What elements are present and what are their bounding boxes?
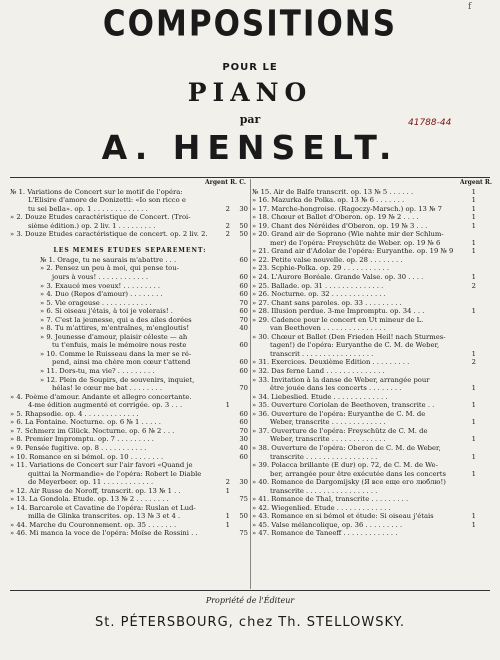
- entry-title: » 39. Polacca brillante (E dur) op. 72, de C. M. de We-: [252, 461, 438, 470]
- catalog-entry: [252, 196, 496, 205]
- entry-title: » 21. Grand air d'Adolar de l'opéra: Euryanthe. op. 19 № 9: [252, 247, 454, 256]
- price-rubles: 1: [471, 520, 476, 529]
- catalog-entry: [252, 470, 496, 479]
- entry-title: » 12. Plein de Soupirs, de souvenirs, inquiet,: [40, 375, 195, 384]
- catalog-entry: [10, 273, 250, 282]
- catalog-entry: [252, 495, 496, 504]
- entry-title: mer) de l'opéra: Freyschütz de Weber. op. 19 № 6: [270, 238, 441, 247]
- entry-title: » 41. Romance de Thal, transcrite . . . . . . . . .: [252, 495, 409, 504]
- catalog-entry: [10, 521, 250, 530]
- price-kopecks: 70: [239, 426, 248, 435]
- entry-title: » 34. Liebeslied. Etude . . . . . . . . . . . . .: [252, 392, 388, 401]
- price-kopecks: 60: [239, 273, 248, 282]
- catalog-entry: [10, 487, 250, 496]
- entry-title: » 13. La Gondola. Etude. op. 13 № 2 . . . . . . . .: [10, 495, 169, 504]
- price-kopecks: 70: [239, 315, 248, 324]
- entry-title: » 40. Romance de Dargomijsky (Я все еще его люблю!): [252, 478, 446, 487]
- price-rubles: 1: [225, 486, 230, 495]
- price-rubles: 1: [471, 187, 476, 196]
- price-rubles: 1: [471, 196, 476, 205]
- catalog-entry: [10, 256, 250, 265]
- catalog-entry: [252, 247, 496, 256]
- catalog-entry: [252, 222, 496, 231]
- price-rubles: 1: [471, 469, 476, 478]
- entry-title: » 24. L'Aurore Boréale. Grande Valse. op. 30 . . . .: [252, 273, 424, 282]
- price-kopecks: 50: [239, 230, 248, 239]
- price-rubles: 1: [471, 238, 476, 247]
- catalog-entry: [10, 418, 250, 427]
- entry-title: » 9. Pensée fugitive. op. 8 . . . . . . . . . . .: [10, 443, 147, 452]
- price-rubles: 2: [225, 204, 230, 213]
- catalog-entry: [252, 504, 496, 513]
- price-rubles: 1: [471, 204, 476, 213]
- entry-title: » 4. Poème d'amour. Andante et allegro concertante.: [10, 392, 192, 401]
- entry-title: Weber, transcrite . . . . . . . . . . . . .: [270, 418, 386, 427]
- catalog-entry: [10, 435, 250, 444]
- entry-title: » 20. Grand air de Soprano (Wie nahte mir der Schlum-: [252, 230, 444, 239]
- price-rubles: 1: [471, 452, 476, 461]
- entry-title: » 43. Romance en si bémol et étude: Si oiseau j'étais: [252, 512, 434, 521]
- price-rubles: 2: [225, 230, 230, 239]
- entry-title: » 16. Mazurka de Polka. op. 13 № 6 . . . . . . .: [252, 196, 405, 205]
- entry-title: » 5. Vie orageuse . . . . . . . . . . . .: [40, 298, 152, 307]
- catalog-entry: [252, 213, 496, 222]
- catalog-entry: [10, 376, 250, 385]
- price-kopecks: 60: [239, 367, 248, 376]
- entry-title: transcrite . . . . . . . . . . . . . . . . .: [270, 452, 378, 461]
- entry-title: tu sei bella». op. 1 . . . . . . . . . . . . .: [28, 204, 148, 213]
- entry-title: » 44. Marche du Couronnement. op. 35 . . . . . . .: [10, 520, 177, 529]
- entry-title: » 10. Romance en si bémol. op. 10 . . . . . . . .: [10, 452, 164, 461]
- entry-title: » 17. Marche-hongroise. (Ragoczy-Marsch.) op. 13 № 7: [252, 204, 442, 213]
- catalog-entry: [10, 410, 250, 419]
- price-kopecks: 30: [239, 435, 248, 444]
- catalog-entry: [252, 367, 496, 376]
- instrument-label: PIANO: [187, 78, 313, 107]
- price-kopecks: 60: [239, 307, 248, 316]
- entry-title: » 12. Air Russe de Noroff, transcrit. op. 13 № 1 . .: [10, 486, 181, 495]
- catalog-entry: [252, 341, 496, 350]
- catalog-entry: [252, 350, 496, 359]
- entry-title: » 11. Variations de Concert sur l'air favori «Quand je: [10, 461, 193, 470]
- entry-title: quittai la Normandie» de l'opéra: Robert le Diable: [28, 469, 202, 478]
- catalog-entry: [252, 264, 496, 273]
- entry-title: être jouée dans les concerts . . . . . . . .: [270, 384, 402, 393]
- price-kopecks: 60: [239, 409, 248, 418]
- catalog-entry: [252, 333, 496, 342]
- catalog-entry: [10, 188, 250, 197]
- price-rubles: 1: [471, 384, 476, 393]
- entry-title: transcrit . . . . . . . . . . . . . . . . .: [270, 349, 374, 358]
- catalog-entry: [10, 205, 250, 214]
- par-label: par: [239, 113, 261, 126]
- catalog-entry: [10, 264, 250, 273]
- catalog-entry: [10, 324, 250, 333]
- entry-title: » 36. Ouverture de l'opéra: Euryanthe de C. M. de: [252, 409, 426, 418]
- entry-title: de Meyerbeer. op. 11 . . . . . . . . . . . .: [28, 478, 154, 487]
- entry-title: » 4. Duo (Repos d'amour) . . . . . . . .: [40, 290, 163, 299]
- price-kopecks: 70: [239, 384, 248, 393]
- catalog-entry: [252, 512, 496, 521]
- catalog-entry: [252, 427, 496, 436]
- catalog-entry: [252, 521, 496, 530]
- catalog-entry: [10, 401, 250, 410]
- price-rubles: 1: [471, 213, 476, 222]
- catalog-entry: [252, 299, 496, 308]
- price-rubles: 1: [471, 512, 476, 521]
- price-kopecks: 60: [239, 418, 248, 427]
- catalog-entry: [10, 341, 250, 350]
- catalog-entry: [252, 316, 496, 325]
- price-rubles: 1: [471, 435, 476, 444]
- catalog-list-right: [252, 188, 496, 538]
- catalog-entry: [252, 384, 496, 393]
- catalog-entry: [10, 196, 250, 205]
- entry-title: » 6. Si oiseau j'étais, à toi je volerais! .: [40, 307, 173, 316]
- entry-title: » 47. Romance de Taneeff . . . . . . . . . . . . .: [252, 529, 398, 538]
- price-kopecks: 60: [239, 341, 248, 350]
- price-rubles: 1: [471, 247, 476, 256]
- entry-title: LES MÊMES ÉTUDES SÉPARÉMENT:: [53, 247, 207, 255]
- entry-title: » 33. Invitation à la danse de Weber, arrangée pour: [252, 375, 430, 384]
- entry-title: pend, ainsi ma chère mon cœur t'attend: [52, 358, 191, 367]
- price-kopecks: 60: [239, 358, 248, 367]
- catalog-entry: [10, 495, 250, 504]
- pour-le-label: POUR LE: [222, 62, 278, 73]
- catalog-entry: [252, 444, 496, 453]
- bottom-rule: [10, 590, 490, 591]
- entry-title: » 7. Schmerz im Glück. Nocturne. op. 6 № 2 . . .: [10, 426, 175, 435]
- entry-title: ber, arrangée pour être exécutée dans les concerts: [270, 469, 446, 478]
- catalog-entry: [252, 487, 496, 496]
- catalog-entry: [252, 324, 496, 333]
- catalog-entry: [252, 435, 496, 444]
- entry-title: van Beethoven . . . . . . . . . . . . . . .: [270, 324, 386, 333]
- entry-title: tu t'enfuis, mais le mémoire nous reste: [52, 341, 187, 350]
- catalog-entry: [252, 401, 496, 410]
- publisher-imprint: St. PÉTERSBOURG, chez Th. STELLOWSKY.: [95, 615, 405, 630]
- page-title: COMPOSITIONS: [102, 3, 398, 45]
- catalog-list-left: [10, 188, 250, 538]
- price-rubles: 1: [471, 221, 476, 230]
- catalog-entry: [10, 299, 250, 308]
- catalog-entry: [10, 478, 250, 487]
- entry-title: » 10. Comme le Ruisseau dans la mer se ré-: [40, 349, 192, 358]
- price-kopecks: 30: [239, 204, 248, 213]
- entry-title: № 1. Orage, tu ne saurais m'abattre . . .: [40, 255, 177, 264]
- entry-title: transcrite . . . . . . . . . . . . . . . . .: [270, 486, 378, 495]
- entry-title: » 32. Das ferne Land . . . . . . . . . . . . . .: [252, 367, 385, 376]
- catalog-entry: [252, 478, 496, 487]
- catalog-entry: [252, 282, 496, 291]
- entry-title: » 29. Cadence pour le concert en Ut mineur de L.: [252, 315, 424, 324]
- price-kopecks: 60: [239, 281, 248, 290]
- catalog-entry: [10, 282, 250, 291]
- entry-title: » 37. Ouverture de l'opéra: Freyschütz de C. M. de: [252, 426, 428, 435]
- entry-title: » 2. Pensez un peu à moi, qui pense tou-: [40, 264, 179, 273]
- catalog-entry: [10, 512, 250, 521]
- column-divider: [250, 179, 251, 589]
- price-rubles: 1: [471, 418, 476, 427]
- price-kopecks: 40: [239, 443, 248, 452]
- catalog-entry: [10, 222, 250, 231]
- catalog-entry: [252, 410, 496, 419]
- catalog-entry: [252, 205, 496, 214]
- catalog-entry: [252, 529, 496, 538]
- catalog-entry: [10, 393, 250, 402]
- price-kopecks: 60: [239, 290, 248, 299]
- entry-title: jours à vous! . . . . . . . . . . . .: [52, 273, 149, 282]
- entry-title: L'Elisire d'amore de Donizetti: «Io son ricco e: [28, 196, 186, 205]
- section-subheading: [10, 247, 250, 256]
- entry-title: » 31. Exercices. Deuxième Edition . . . . . . . . .: [252, 358, 410, 367]
- price-rubles: 1: [471, 349, 476, 358]
- catalog-entry: [10, 384, 250, 393]
- catalog-entry: [252, 393, 496, 402]
- shelf-mark: 41788-44: [408, 118, 452, 128]
- catalog-entry: [252, 256, 496, 265]
- catalog-entry: [10, 427, 250, 436]
- publisher-note: Propriété de l'Éditeur: [205, 596, 295, 605]
- catalog-entry: [252, 188, 496, 197]
- entry-title: » 7. C'est la jeunesse, qui a des ailes dorées: [40, 315, 192, 324]
- catalog-entry: [10, 316, 250, 325]
- price-rubles: 2: [225, 221, 230, 230]
- entry-title: » 8. Premier Impromptu. op. 7 . . . . . . . . .: [10, 435, 154, 444]
- entry-title: » 18. Chœur et Ballet d'Oberon. op. 19 № 2 . . . .: [252, 213, 419, 222]
- entry-title: » 27. Chant sans paroles. op. 33 . . . . . . . . .: [252, 298, 402, 307]
- entry-title: hélas! le cœur me bat . . . . . . . .: [52, 384, 163, 393]
- catalog-entry: [252, 273, 496, 282]
- catalog-entry: [10, 444, 250, 453]
- entry-title: » 9. Jeunesse d'amour, plaisir céleste — ah: [40, 332, 188, 341]
- entry-title: » 28. Illusion perdue. 3-me Impromptu. op. 34 . . .: [252, 307, 425, 316]
- catalog-entry: [10, 333, 250, 342]
- corner-mark: f: [468, 2, 472, 12]
- entry-title: sième édition.) op. 2 liv. 1 . . . . . . . . .: [28, 221, 156, 230]
- price-rubles: 1: [225, 512, 230, 521]
- catalog-entry: [10, 529, 250, 538]
- catalog-entry: [10, 358, 250, 367]
- catalog-entry: [252, 418, 496, 427]
- price-kopecks: 50: [239, 221, 248, 230]
- entry-title: » 30. Chœur et Ballet (Den Frieden Heil! nach Sturmes-: [252, 332, 446, 341]
- entry-title: » 25. Ballade. op. 31 . . . . . . . . . . . . . .: [252, 281, 384, 290]
- entry-title: » 8. Tu m'attires, m'entraînes, m'engloutis!: [40, 324, 190, 333]
- entry-title: » 3. Douze Etudes caractéristique de concert. op. 2 liv. 2.: [10, 230, 208, 239]
- catalog-entry: [10, 239, 250, 248]
- price-kopecks: 75: [239, 495, 248, 504]
- composer-name: A. HENSELT.: [101, 128, 399, 167]
- entry-title: » 11. Dors-tu, ma vie? . . . . . . . . .: [40, 367, 155, 376]
- price-kopecks: 50: [239, 512, 248, 521]
- catalog-entry: [252, 453, 496, 462]
- top-rule: [10, 177, 490, 178]
- catalog-entry: [252, 230, 496, 239]
- entry-title: » 26. Nocturne. op. 32 . . . . . . . . . . . . .: [252, 290, 386, 299]
- catalog-entry: [252, 239, 496, 248]
- catalog-entry: [10, 307, 250, 316]
- price-kopecks: 40: [239, 324, 248, 333]
- price-kopecks: 30: [239, 478, 248, 487]
- column-header: Argent R. C.: [205, 179, 246, 186]
- entry-title: » 5. Rhapsodie. op. 4 . . . . . . . . . . . . .: [10, 409, 139, 418]
- price-rubles: 2: [225, 478, 230, 487]
- entry-title: » 42. Wiegenlied. Etude . . . . . . . . . . . . .: [252, 503, 391, 512]
- catalog-entry: [252, 290, 496, 299]
- catalog-entry: [252, 358, 496, 367]
- entry-title: 4-me édition augmenté et corrigée. op. 3 . . .: [28, 401, 183, 410]
- entry-title: » 46. Mi manca la voce de l'opéra: Moïse de Rossini . .: [10, 529, 198, 538]
- price-rubles: 1: [225, 520, 230, 529]
- catalog-entry: [10, 367, 250, 376]
- catalog-entry: [252, 376, 496, 385]
- price-kopecks: 60: [239, 452, 248, 461]
- entry-title: » 45. Valse mélancolique, op. 36 . . . . . . . . .: [252, 520, 403, 529]
- catalog-right-column: [252, 179, 496, 538]
- entry-title: tagen!) de l'opéra: Euryanthe de C. M. de Weber,: [270, 341, 440, 350]
- price-rubles: 1: [471, 273, 476, 282]
- entry-title: » 22. Petite valse nouvelle. op. 28 . . . . . . . .: [252, 255, 403, 264]
- price-rubles: 2: [471, 281, 476, 290]
- price-kopecks: 60: [239, 255, 248, 264]
- catalog-entry: [10, 470, 250, 479]
- catalog-entry: [10, 213, 250, 222]
- price-kopecks: 70: [239, 298, 248, 307]
- catalog-entry: [10, 504, 250, 513]
- entry-title: № 15. Air de Balfe transcrit. op. 13 № 5 . . . . . .: [252, 187, 414, 196]
- entry-title: » 23. Scphie-Polka. op. 29 . . . . . . . . . . .: [252, 264, 389, 273]
- catalog-entry: [10, 290, 250, 299]
- entry-title: » 35. Ouverture Coriolan de Beethoven, transcrite . .: [252, 401, 435, 410]
- entry-title: » 38. Ouverture de l'opéra: Oberon de C. M. de Weber,: [252, 443, 441, 452]
- entry-title: » 2. Douze Etudes caractéristique de Concert. (Troi-: [10, 213, 191, 222]
- entry-title: milla de Glinka transcrites. op. 13 № 3 et 4 .: [28, 512, 181, 521]
- entry-title: » 6. La Fontaine. Nocturne. op. 6 № 1 . . . . .: [10, 418, 161, 427]
- catalog-entry: [10, 453, 250, 462]
- entry-title: » 14. Barcarole et Cavatine de l'opéra: Ruslan et Lud-: [10, 503, 196, 512]
- price-rubles: 1: [225, 401, 230, 410]
- catalog-entry: [10, 461, 250, 470]
- price-rubles: 1: [471, 401, 476, 410]
- catalog-left-column: [10, 179, 250, 538]
- column-header: Argent R.: [459, 179, 492, 186]
- catalog-entry: [252, 461, 496, 470]
- catalog-entry: [252, 307, 496, 316]
- catalog-entry: [10, 230, 250, 239]
- catalog-entry: [10, 350, 250, 359]
- price-kopecks: 75: [239, 529, 248, 538]
- price-rubles: 1: [471, 307, 476, 316]
- price-rubles: 2: [471, 358, 476, 367]
- entry-title: Weber, transcrite . . . . . . . . . . . . .: [270, 435, 386, 444]
- entry-title: » 3. Exaucé mes voeux! . . . . . . . . .: [40, 281, 161, 290]
- entry-title: № 1. Variations de Concert sur le motif de l'opéra:: [10, 187, 183, 196]
- entry-title: » 19. Chant des Néréides d'Oberon. op. 19 № 3 . . .: [252, 221, 428, 230]
